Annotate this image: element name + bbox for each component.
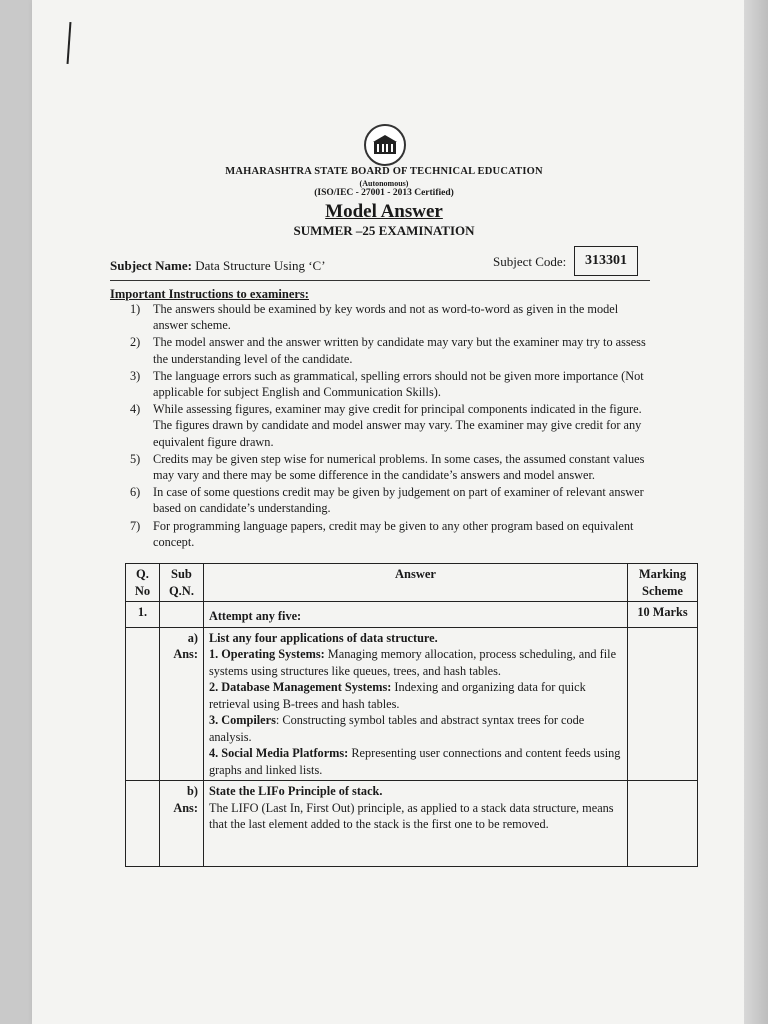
answer-point: 3. Compilers: Constructing symbol tables and abstract syntax trees for code analysis. <box>208 713 585 744</box>
empty-cell <box>126 627 160 781</box>
board-logo <box>364 124 406 166</box>
table-header-row <box>126 564 698 602</box>
answer-cell <box>203 781 627 867</box>
subject-name <box>110 258 326 274</box>
empty-cell <box>628 627 698 781</box>
instruction-item: 4) While assessing figures, examiner may give credit for principal components indicated in the figure. The figures drawn by candidate and model answer may vary. The examiner may give credit for any equivalent figure drawn. <box>130 402 642 449</box>
instruction-item: 1) The answers should be examined by key words and not as word-to-word as given in the model answer scheme. <box>130 302 619 333</box>
answer-table <box>125 563 698 867</box>
empty-cell <box>126 781 160 867</box>
instructions-list <box>130 301 650 551</box>
answer-point: 4. Social Media Platforms: Representing user connections and content feeds using graphs and linked lists. <box>208 746 621 777</box>
instruction-item: 2) The model answer and the answer written by candidate may vary but the examiner may try to assess the understanding level of the candidate. <box>130 335 646 366</box>
exam-name: SUMMER –25 EXAMINATION <box>293 223 475 238</box>
subject-name-value: Data Structure Using ‘C’ <box>195 258 326 273</box>
question-instruction: Attempt any five: <box>203 602 627 628</box>
table-row <box>126 602 698 628</box>
header-sub-qn: Sub Q.N. <box>159 564 203 602</box>
instruction-item: 7) For programming language papers, credit may be given to any other program based on equivalent concept. <box>130 518 634 549</box>
answer-text: The LIFO (Last In, First Out) principle, as applied to a stack data structure, means that the last element added to the stack is the first one to be removed. <box>208 800 614 831</box>
autonomous-label: (Autonomous) <box>359 179 409 188</box>
sub-question-label: a) Ans: <box>159 627 203 781</box>
table-row <box>126 627 698 781</box>
header-q-no: Q. No <box>126 564 160 602</box>
marks: 10 Marks <box>628 602 698 628</box>
page-edge-shadow <box>744 0 768 1024</box>
document-title: Model Answer <box>325 201 443 222</box>
sub-question-label: b) Ans: <box>159 781 203 867</box>
subject-code-value: 313301 <box>574 246 638 276</box>
instruction-item: 3) The language errors such as grammatical, spelling errors should not be given more importance (Not applicable for subject English and Communication Skills). <box>130 368 644 400</box>
instructions-title: Important Instructions to examiners: <box>110 287 309 301</box>
empty-cell <box>628 781 698 867</box>
answer-point: 1. Operating Systems: Managing memory allocation, process scheduling, and file systems using structures like queues, trees, and hash tables. <box>208 647 617 678</box>
answer-point: 2. Database Management Systems: Indexing and organizing data for quick retrieval using B-trees and hash tables. <box>208 680 586 711</box>
divider <box>110 280 650 281</box>
answer-cell <box>203 627 627 781</box>
empty-cell <box>159 602 203 628</box>
question-number: 1. <box>126 602 160 628</box>
instruction-item: 6) In case of some questions credit may be given by judgement on part of examiner of relevant answer based on candidate’s understanding. <box>130 485 644 516</box>
subject-name-label: Subject Name: <box>110 258 192 273</box>
header-marking-scheme: Marking Scheme <box>628 564 698 602</box>
header-answer: Answer <box>203 564 627 602</box>
table-row <box>126 781 698 867</box>
sub-question-text: State the LIFo Principle of stack. <box>208 784 383 798</box>
sub-question-text: List any four applications of data structure. <box>208 630 438 645</box>
building-icon <box>372 134 398 156</box>
iso-certification: (ISO/IEC - 27001 - 2013 Certified) <box>314 188 454 198</box>
instruction-item: 5) Credits may be given step wise for numerical problems. In some cases, the assumed constant values may vary and there may be some difference in the candidate’s answers and model answer. <box>130 451 645 483</box>
board-name: MAHARASHTRA STATE BOARD OF TECHNICAL EDUCATION <box>225 166 543 177</box>
subject-code-label: Subject Code: <box>493 254 567 269</box>
